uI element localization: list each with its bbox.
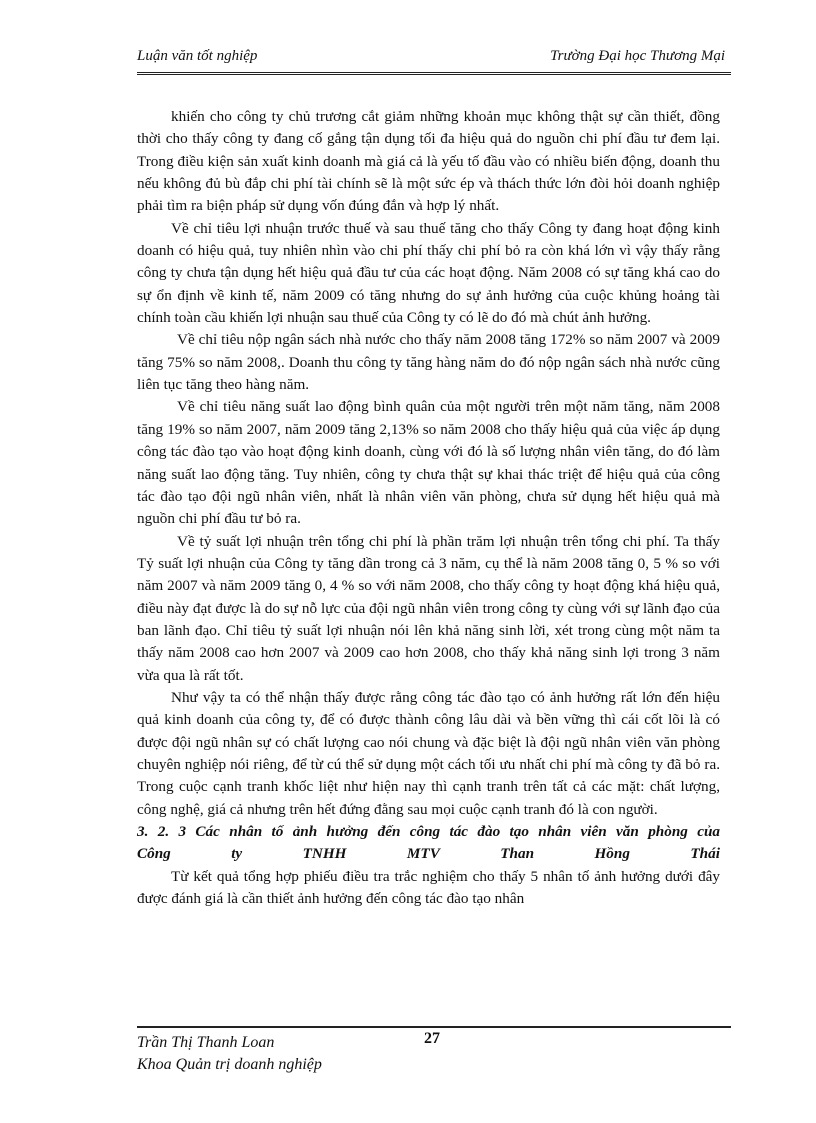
paragraph-budget: Về chỉ tiêu nộp ngân sách nhà nước cho thấy năm 2008 tăng 172% so năm 2007 và 2009 tăng 75% so năm 2008,. Doanh thu công ty tăng hàng năm do đó nộp ngân sách nhà nước cũng liên tục tăng theo hàng năm. — [137, 331, 720, 394]
paragraph-productivity: Về chỉ tiêu năng suất lao động bình quân của một người trên một năm tăng, năm 2008 tăng 19% so năm 2007, năm 2009 tăng 2,13% so năm 2008 cho thấy hiệu quả của việc áp dụng công tác đào tạo vào hoạt động kinh doanh, cùng với đó là số lượng nhân viên tăng, do đó làm năng suất lao động tăng. Tuy nhiên, công ty chưa thật sự khai thác triệt để hiệu quả của công tác đào tạo đội ngũ nhân viên, nhất là nhân viên văn phòng, chưa sử dụng hết hiệu quả mà nguồn chi phí đầu tư bỏ ra. — [137, 398, 720, 528]
section-heading-line2 — [137, 843, 720, 865]
paragraph-survey: Từ kết quả tổng hợp phiếu điều tra trắc nghiệm cho thấy 5 nhân tố ảnh hưởng dưới đây được đánh giá là cần thiết ảnh hưởng đến công tác đào tạo nhân — [137, 867, 720, 908]
header-thesis-label: Luận văn tốt nghiệp — [137, 48, 258, 64]
document-body — [137, 106, 720, 910]
heading-word: ty — [231, 845, 243, 863]
heading-word: TNHH — [302, 845, 347, 863]
heading-word: MTV — [406, 845, 440, 863]
header-university-name: Trường Đại học Thương Mại — [550, 48, 725, 64]
header-divider — [137, 72, 731, 77]
section-heading: 3. 2. 3 Các nhân tố ảnh hưởng đến công tác đào tạo nhân viên văn phòng của — [137, 823, 720, 840]
footer-divider — [137, 1026, 731, 1028]
paragraph-continuation: khiến cho công ty chủ trương cắt giảm những khoản mục không thật sự cần thiết, đồng thời cho thấy công ty đang cố gắng tận dụng tối đa hiệu quả do nguồn chi phí đầu tư đem lại. Trong điều kiện sản xuất kinh doanh mà giá cả là yếu tố đầu vào có nhiều biến động, doanh thu nếu không đủ bù đắp chi phí tài chính sẽ là một sức ép và thách thức lớn đòi hỏi doanh nghiệp phải tìm ra biện pháp sử dụng vốn đúng đắn và hợp lý nhất. — [137, 108, 720, 215]
paragraph-profit: Về chỉ tiêu lợi nhuận trước thuế và sau thuế tăng cho thấy Công ty đang hoạt động kinh doanh có hiệu quả, tuy nhiên nhìn vào chi phí thấy chi phí bỏ ra còn khá lớn vì vậy thấy rằng công ty chưa tận dụng hết hiệu quả đầu tư của các hoạt động. Năm 2008 có sự tăng khá cao do sự ổn định về kinh tế, năm 2009 có tăng nhưng do sự ảnh hưởng của cuộc khủng hoảng tài chính toàn cầu khiến lợi nhuận sau thuế của Công ty có lẽ do đó mà chút ảnh hưởng. — [137, 219, 720, 327]
footer-author: Trần Thị Thanh Loan — [137, 1034, 275, 1051]
page-number: 27 — [424, 1030, 440, 1047]
footer-faculty: Khoa Quản trị doanh nghiệp — [137, 1056, 322, 1073]
heading-word: Công — [137, 845, 171, 863]
heading-word: Thái — [690, 845, 720, 863]
page-header — [137, 48, 731, 70]
paragraph-conclusion: Như vậy ta có thể nhận thấy được rằng công tác đào tạo có ảnh hưởng rất lớn đến hiệu quả kinh doanh của công ty, để có được thành công lâu dài và bền vững thì cái cốt lõi là có được đội ngũ nhân sự có chất lượng cao nói chung và đặc biệt là đội ngũ nhân viên văn phòng chuyên nghiệp nói riêng, để từ cú thể sử dụng một cách tối ưu nhất chi phí mà công ty đã bỏ ra. Trong cuộc cạnh tranh khốc liệt như hiện nay thì cạnh tranh trên tất cả các mặt: chất lượng, công nghệ, giá cả nhưng trên hết đứng đằng sau mọi cuộc cạnh tranh đó là con người. — [137, 688, 720, 818]
paragraph-profit-ratio: Về tỷ suất lợi nhuận trên tổng chi phí là phần trăm lợi nhuận trên tổng chi phí. Ta thấy Tỷ suất lợi nhuận của Công ty tăng dần trong cả 3 năm, cụ thể là năm 2008 tăng 0, 5 % so với năm 2007 và năm 2009 tăng 0, 4 % so với năm 2008, cho thấy công ty hoạt động khá hiệu quả, điều này đạt được là do sự nỗ lực của đội ngũ nhân viên trong công ty cùng với sự lãnh đạo của ban lãnh đạo. Chỉ tiêu tỷ suất lợi nhuận nói lên khả năng sinh lời, xét trong cùng một năm ta thấy năm 2008 cao hơn 2007 và 2009 cao hơn 2008, cho thấy khả năng sinh lợi trong 3 năm vừa qua là rất tốt. — [137, 532, 720, 684]
heading-word: Than — [500, 845, 535, 863]
heading-word: Hồng — [594, 845, 630, 863]
